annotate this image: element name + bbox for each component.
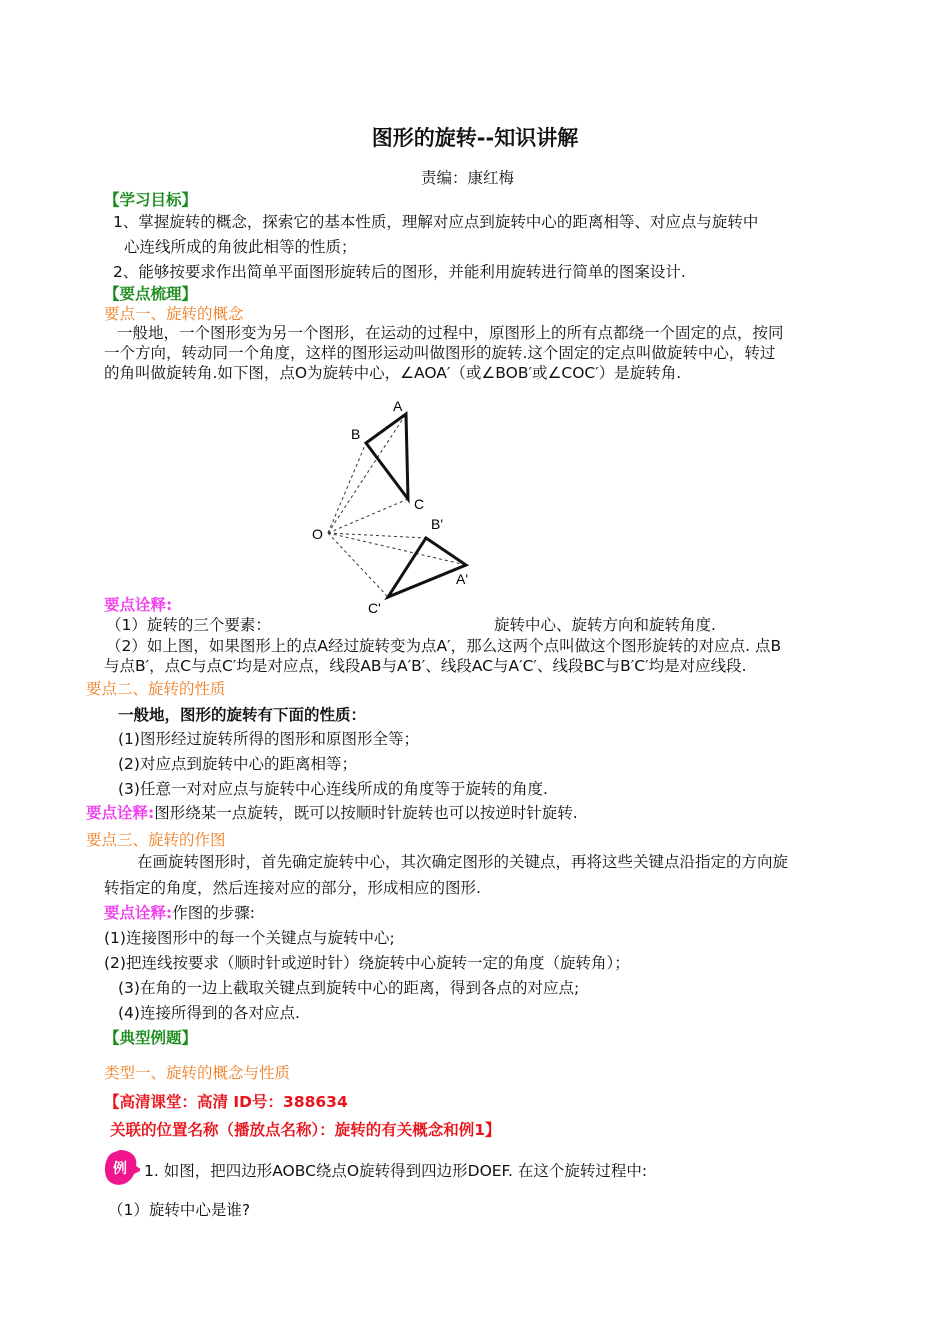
step-2: (2)把连线按要求（顺时针或逆时针）绕旋转中心旋转一定的角度（旋转角）；	[104, 954, 630, 972]
note-2b: 与点B′，点C与点C′均是对应点，线段AB与A′B′、线段AC与A′C′、线段BC与B′C′均是对应线段.	[104, 657, 747, 675]
type1-heading: 类型一、旋转的概念与性质	[104, 1064, 291, 1082]
p2-item3: (3)任意一对对应点与旋转中心连线所成的角度等于旋转的角度.	[118, 780, 548, 798]
label-c: C	[414, 496, 425, 512]
page-title: 图形的旋转--知识讲解	[371, 126, 579, 150]
p1-line2: 一个方向，转动同一个角度，这样的图形运动叫做图形的旋转.这个固定的定点叫做旋转中心，转过	[104, 344, 776, 362]
label-a: A	[393, 398, 403, 414]
note2-text: 图形绕某一点旋转，既可以按顺时针旋转也可以按逆时针旋转.	[154, 804, 578, 822]
step-4: (4)连接所得到的各对应点.	[118, 1004, 300, 1022]
triangle-abc	[366, 414, 408, 499]
note2-label: 要点诠释:	[86, 804, 155, 822]
label-a-prime: A'	[456, 571, 469, 587]
p3-line1: 在画旋转图形时，首先确定旋转中心，其次确定图形的关键点，再将这些关键点沿指定的方向旋	[137, 853, 789, 871]
triangle-a2b2c2	[388, 538, 469, 597]
label-c-prime: C'	[368, 600, 381, 616]
points-heading: 【要点梳理】	[104, 285, 198, 303]
p2-item1: (1)图形经过旋转所得的图形和原图形全等；	[118, 730, 419, 748]
goals-heading: 【学习目标】	[104, 191, 198, 209]
note3-label: 要点诠释:	[104, 904, 173, 922]
rotation-figure	[0, 0, 950, 640]
example-badge-icon	[104, 1148, 140, 1184]
label-b: B	[351, 426, 361, 442]
goal-1: 1、掌握旋转的概念，探索它的基本性质，理解对应点到旋转中心的距离相等、对应点与旋转中	[113, 213, 759, 231]
examples-heading: 【典型例题】	[104, 1029, 198, 1047]
note-1a: （1）旋转的三个要素：	[106, 616, 271, 634]
step-1: (1)连接图形中的每一个关键点与旋转中心;	[104, 929, 395, 947]
point1-heading: 要点一、旋转的概念	[104, 305, 244, 323]
example-badge-text: 例	[113, 1160, 127, 1176]
goal-2: 2、能够按要求作出简单平面图形旋转后的图形，并能利用旋转进行简单的图案设计.	[113, 263, 686, 281]
note-2a: （2）如上图，如果图形上的点A经过旋转变为点A′，那么这两个点叫做这个图形旋转的对应点. 点B	[106, 637, 782, 655]
point3-heading: 要点三、旋转的作图	[86, 831, 226, 849]
step-3: (3)在角的一边上截取关键点到旋转中心的距离，得到各点的对应点;	[118, 979, 580, 997]
dashed-lines	[328, 414, 469, 597]
note2	[86, 803, 578, 823]
p2-intro: 一般地，图形的旋转有下面的性质：	[118, 706, 367, 724]
hd-class-line: 【高清课堂：高清 ID号：388634	[104, 1093, 348, 1111]
example-1-q1: （1）旋转中心是谁?	[108, 1201, 251, 1219]
example-1: 1. 如图，把四边形AOBC绕点O旋转得到四边形DOEF. 在这个旋转过程中:	[144, 1162, 648, 1180]
goal-1-cont: 心连线所成的角彼此相等的性质；	[124, 238, 357, 256]
p2-item2: (2)对应点到旋转中心的距离相等；	[118, 755, 357, 773]
editor-line: 责编：康红梅	[420, 169, 514, 187]
note3	[104, 903, 255, 923]
point2-heading: 要点二、旋转的性质	[86, 680, 226, 698]
note3-text: 作图的步骤:	[172, 904, 255, 922]
label-o: O	[312, 526, 323, 542]
p3-line2: 转指定的角度，然后连接对应的部分，形成相应的图形.	[104, 879, 481, 897]
label-b-prime: B'	[431, 516, 444, 532]
hd-link[interactable]: 关联的位置名称（播放点名称）：旋转的有关概念和例1】	[110, 1121, 501, 1139]
p1-line1: 一般地，一个图形变为另一个图形，在运动的过程中，原图形上的所有点都绕一个固定的点，按同	[117, 324, 784, 342]
note-1b: 旋转中心、旋转方向和旋转角度.	[494, 616, 716, 634]
p1-line3: 的角叫做旋转角.如下图，点O为旋转中心，∠AOA′（或∠BOB′或∠COC′）是旋转角.	[104, 364, 682, 382]
note-label: 要点诠释:	[104, 596, 173, 614]
